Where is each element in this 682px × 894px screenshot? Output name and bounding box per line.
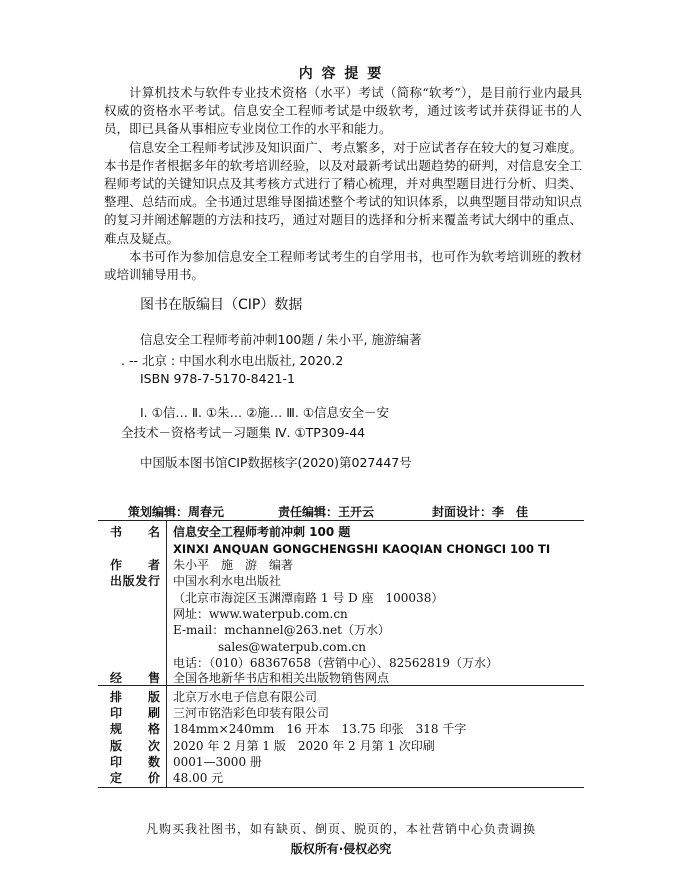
return-notice: 凡购买我社图书，如有缺页、倒页、脱页的，本社营销中心负责调换 — [145, 822, 536, 836]
cip-title: 图书在版编目（CIP）数据 — [140, 297, 303, 313]
cip-line: Ⅰ. ①信… Ⅱ. ①朱… ②施… Ⅲ. ①信息安全－安 — [140, 405, 390, 420]
distribution: 全国各地新华书店和相关出版物销售网点 — [173, 671, 390, 685]
price-label: 定 价 — [110, 771, 160, 785]
typesetter: 北京万水电子信息有限公司 — [173, 690, 318, 704]
publisher-email-sales: sales@waterpub.com.cn — [218, 640, 366, 654]
edition: 2020 年 2 月第 1 版 2020 年 2 月第 1 次印刷 — [173, 739, 435, 753]
distribution-label: 经 售 — [110, 671, 160, 685]
book-pinyin: XINXI ANQUAN GONGCHENGSHI KAOQIAN CHONGCI 100 TI — [173, 542, 551, 556]
summary-body — [104, 84, 582, 284]
printer: 三河市铭浩彩色印装有限公司 — [173, 706, 330, 720]
cip-line: 信息安全工程师考前冲刺100题 / 朱小平, 施游编著 — [140, 332, 422, 347]
cover-label: 封面设计： — [432, 505, 493, 519]
cover-name: 李 佳 — [492, 505, 529, 519]
summary-paragraph: 信息安全工程师考试涉及知识面广、考点繁多，对于应试者存在较大的复习难度。本书是作者根据多年的软考培训经验，以及对最新考试出题趋势的研判，对信息安全工程师考试的关键知识点及其考核方式进行了精心梳理，并对典型题目进行分析、归类、整理、总结而成。全书通过思维导图描述整个考试的知识体系，以典型题目带动知识点的复习并阐述解题的方法和技巧，通过对题目的选择和分析来覆盖考试大纲中的重点、难点及疑点。 — [104, 139, 582, 246]
publisher-label: 出版发行 — [110, 574, 160, 588]
edition-label: 版 次 — [110, 739, 160, 753]
planner-name: 周春元 — [188, 505, 225, 519]
summary-heading: 内 容 提 要 — [298, 66, 384, 82]
cip-line: 全技术－资格考试－习题集 Ⅳ. ①TP309-44 — [121, 425, 366, 440]
editor-label: 责任编辑： — [278, 505, 339, 519]
print-label: 印 刷 — [110, 706, 160, 720]
publisher-address: （北京市海淀区玉渊潭南路 1 号 D 座 100038） — [173, 591, 444, 605]
staff-editor — [278, 503, 374, 520]
staff-cover — [432, 503, 528, 520]
table-bottom-rule — [98, 787, 584, 788]
planner-label: 策划编辑： — [128, 505, 189, 519]
typeset-label: 排 版 — [110, 690, 160, 704]
author-label: 作 者 — [110, 558, 160, 572]
staff-planner — [128, 503, 224, 520]
price: 48.00 元 — [173, 771, 224, 785]
table-top-rule — [98, 520, 584, 521]
summary-paragraph: 计算机技术与软件专业技术资格（水平）考试（简称“软考”），是目前行业内最具权威的资格水平考试。信息安全工程师考试是中级软考，通过该考试并获得证书的人员，即已具备从事相应专业岗位工作的水平和能力。 — [104, 85, 582, 137]
publisher-phone: 电话：（010）68367658（营销中心）、82562819（万水） — [173, 656, 499, 670]
publisher-website: 网址：www.waterpub.com.cn — [173, 607, 348, 621]
spec: 184mm×240mm 16 开本 13.75 印张 318 千字 — [173, 722, 467, 736]
table-column-rule — [166, 520, 167, 787]
editor-name: 王开云 — [338, 505, 375, 519]
cip-line: . -- 北京 : 中国水利水电出版社, 2020.2 — [121, 353, 344, 368]
cip-isbn: ISBN 978-7-5170-8421-1 — [140, 371, 295, 386]
book-title: 信息安全工程师考前冲刺 100 题 — [173, 525, 351, 539]
summary-paragraph: 本书可作为参加信息安全工程师考试考生的自学用书，也可作为软考培训班的教材或培训辅导用书。 — [104, 248, 582, 283]
copyright-notice: 版权所有·侵权必究 — [290, 842, 392, 856]
spec-label: 规 格 — [110, 722, 160, 736]
book-label: 书 名 — [110, 525, 160, 539]
publisher: 中国水利水电出版社 — [173, 574, 282, 588]
publisher-email: E-mail：mchannel@263.net（万水） — [173, 623, 390, 637]
cip-record-number: 中国版本图书馆CIP数据核字(2020)第027447号 — [140, 455, 412, 470]
copies-label: 印 数 — [110, 755, 160, 769]
authors: 朱小平 施 游 编著 — [173, 558, 294, 572]
copies: 0001—3000 册 — [173, 755, 262, 769]
